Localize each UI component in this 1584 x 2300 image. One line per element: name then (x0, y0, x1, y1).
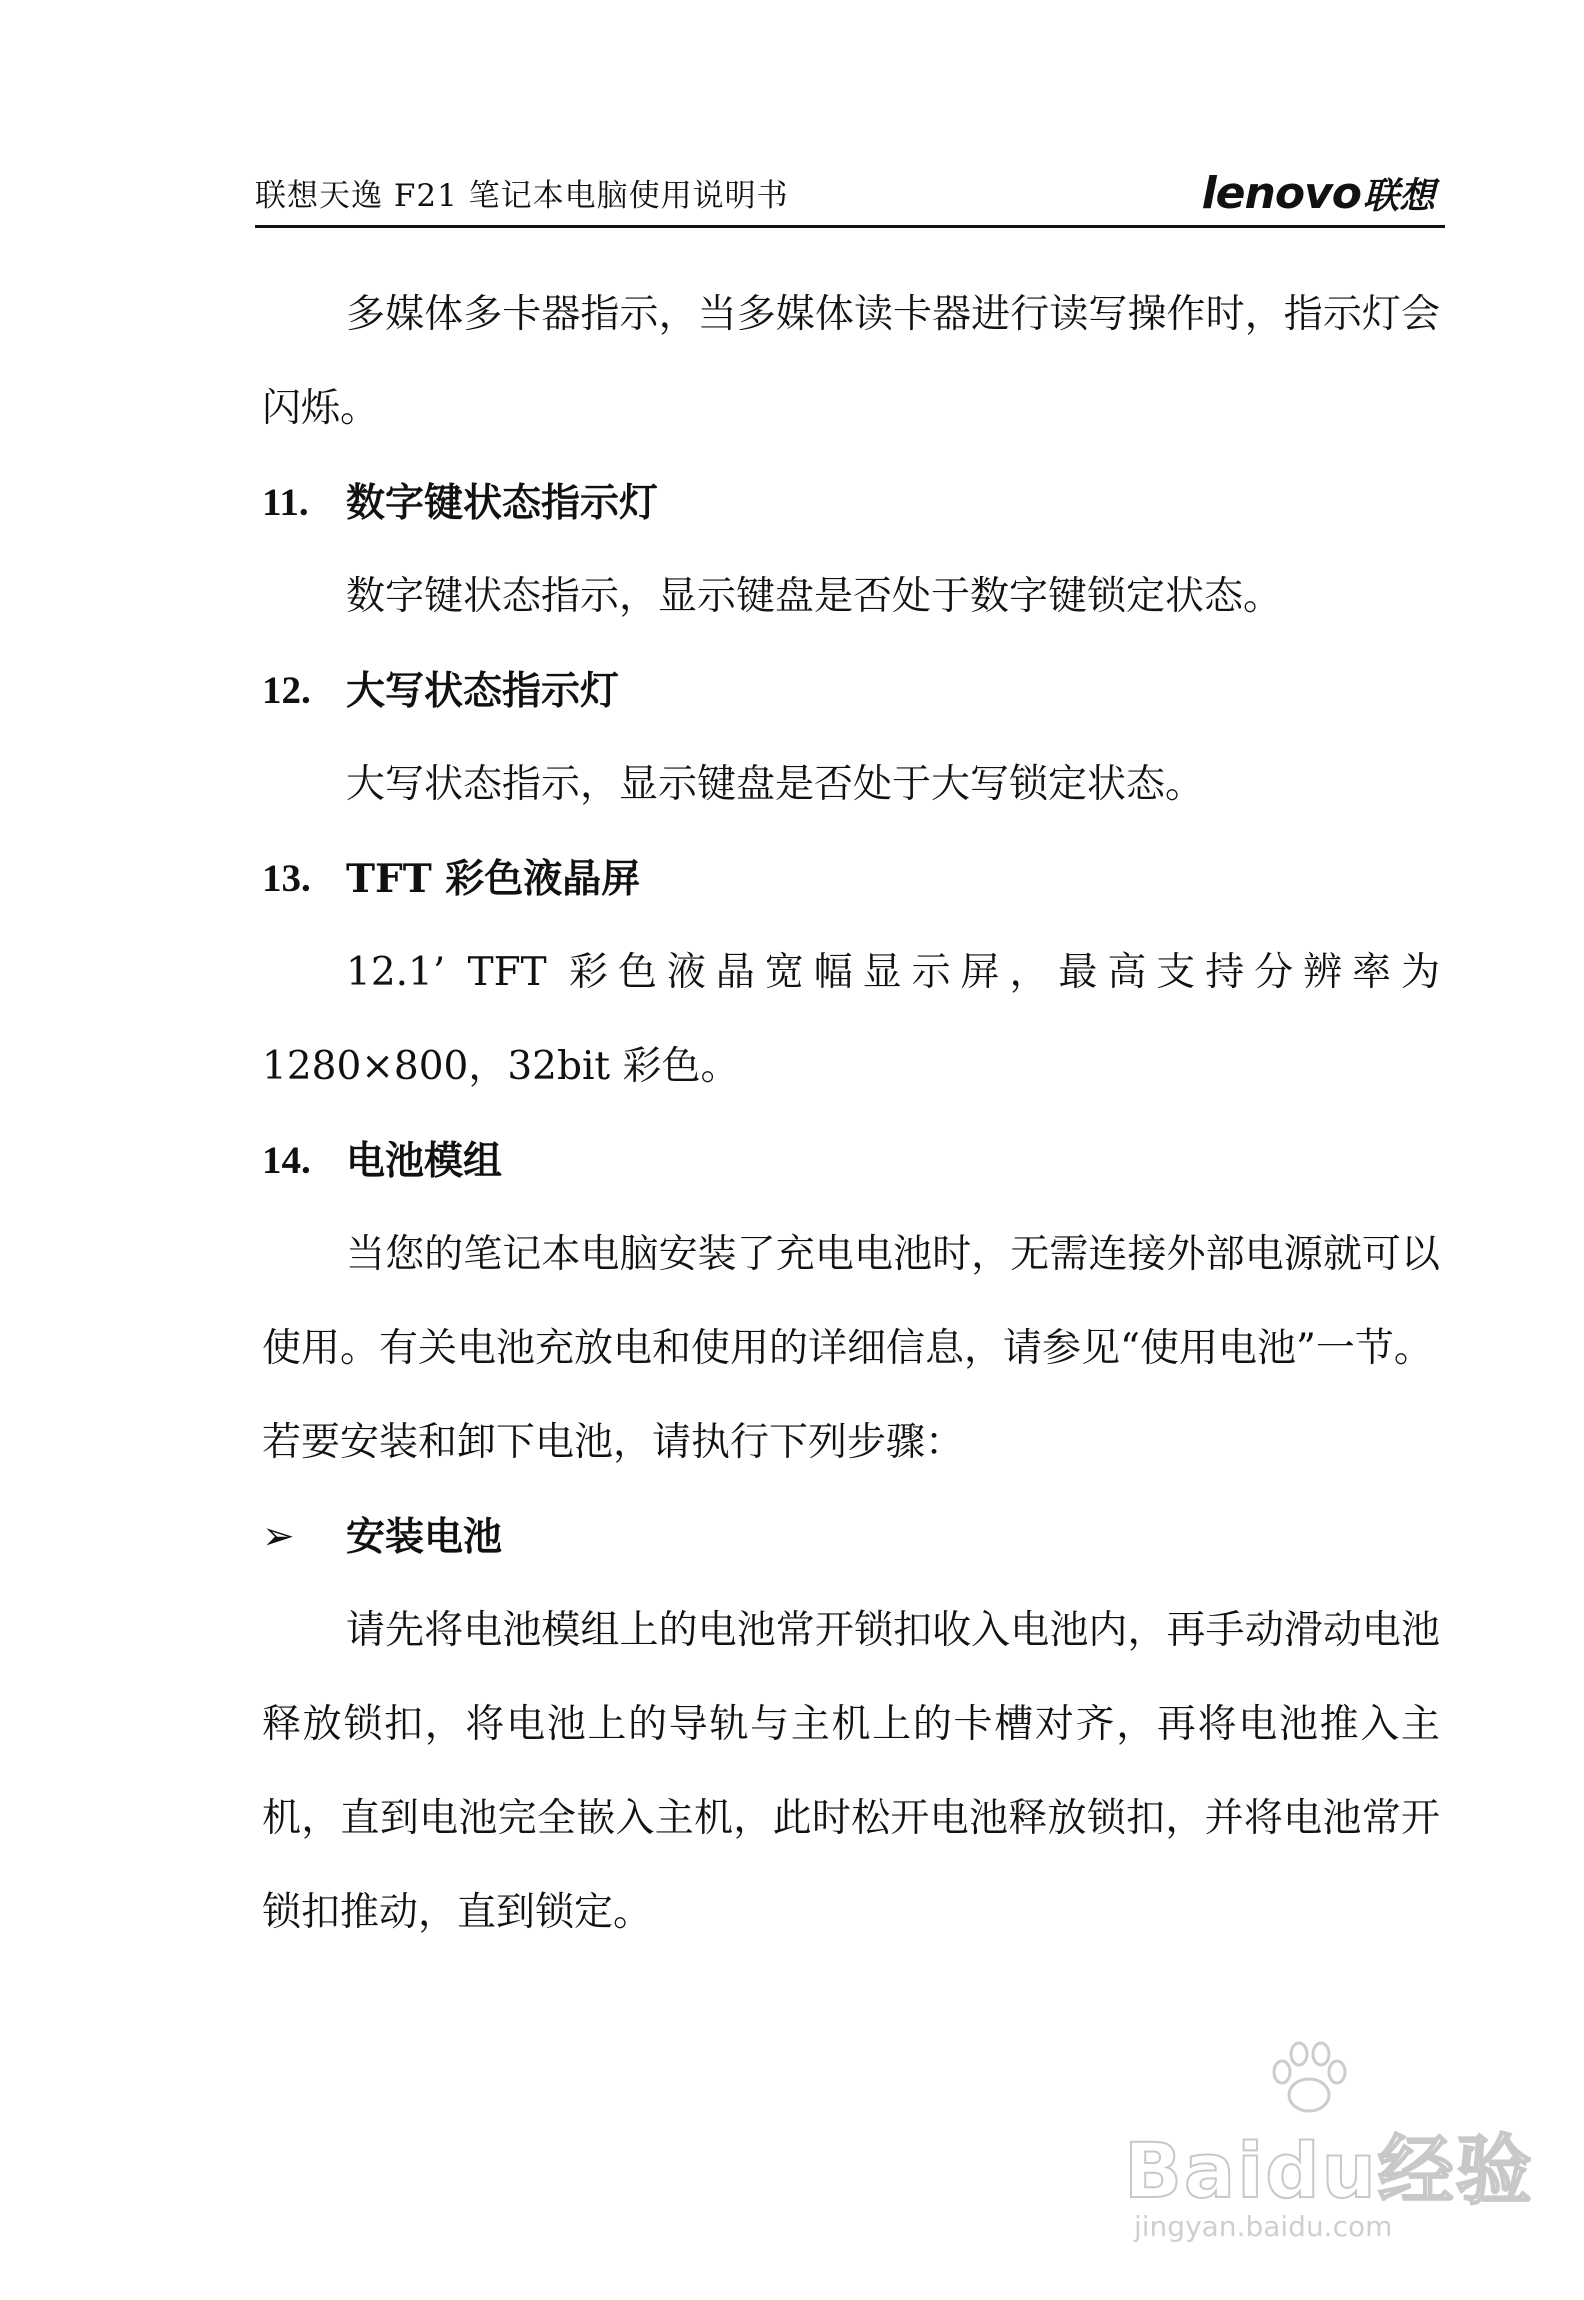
baidu-watermark (1124, 2040, 1534, 2260)
heading-number: 13. (262, 857, 311, 900)
logo-wordmark: lenovo (1201, 168, 1361, 219)
heading-13 (262, 832, 1440, 926)
watermark-url: jingyan.baidu.com (1134, 2210, 1393, 2243)
heading-title: TFT 彩色液晶屏 (346, 856, 641, 902)
paragraph-install-steps: 请先将电池模组上的电池常开锁扣收入电池内，再手动滑动电池释放锁扣，将电池上的导轨与主机上的卡槽对齐，再将电池推入主机，直到电池完全嵌入主机，此时松开电池释放锁扣，并将电池常开锁扣推动，直到锁定。 (262, 1608, 1440, 1935)
document-body (262, 268, 1440, 1960)
heading-11 (262, 456, 1440, 550)
heading-title: 电池模组 (346, 1138, 503, 1184)
arrow-bullet-icon: ➢ (262, 1514, 295, 1559)
logo-chinese: 联想 (1362, 176, 1435, 217)
paragraph-steps: 若要安装和卸下电池，请执行下列步骤： (262, 1420, 965, 1465)
paragraph-battery: 当您的笔记本电脑安装了充电电池时，无需连接外部电源就可以使用。有关电池充放电和使用的详细信息，请参见“使用电池”一节。 (262, 1232, 1440, 1371)
lenovo-logo (1202, 168, 1435, 219)
paragraph-card-reader: 多媒体多卡器指示，当多媒体读卡器进行读写操作时，指示灯会闪烁。 (262, 292, 1440, 431)
heading-12 (262, 644, 1440, 738)
paragraph-numlock: 数字键状态指示，显示键盘是否处于数字键锁定状态。 (346, 574, 1283, 619)
bullet-install-battery (262, 1490, 1440, 1584)
heading-14 (262, 1114, 1440, 1208)
document-title: 联想天逸 F21 笔记本电脑使用说明书 (255, 178, 789, 214)
watermark-text: Baidu经验 (1124, 2126, 1534, 2215)
page-header (255, 150, 1445, 228)
heading-number: 14. (262, 1139, 311, 1182)
heading-number: 11. (262, 481, 309, 524)
heading-title: 大写状态指示灯 (346, 668, 620, 714)
bullet-title: 安装电池 (346, 1514, 503, 1560)
heading-title: 数字键状态指示灯 (346, 480, 659, 526)
paragraph-capslock: 大写状态指示，显示键盘是否处于大写锁定状态。 (346, 762, 1205, 807)
paw-icon (1264, 2040, 1354, 2120)
paragraph-lcd: 12.1’ TFT 彩色液晶宽幅显示屏，最高支持分辨率为 1280×800，32bit 彩色。 (262, 950, 1440, 1089)
heading-number: 12. (262, 669, 311, 712)
